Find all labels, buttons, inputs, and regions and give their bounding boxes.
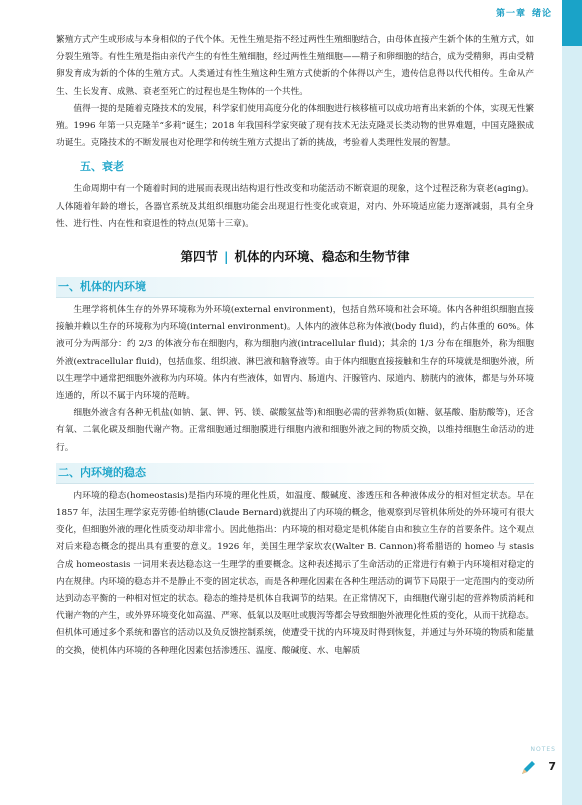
page-number: 7 (548, 760, 556, 773)
paragraph-cloning: 值得一提的是随着克隆技术的发展，科学家们使用高度分化的体细胞进行核移植可以成功培育出来新的个体，实现无性繁殖。1996 年第一只克隆羊“多莉”诞生；2018 年我国科学家突破了现有技术无法克隆灵长类动物的世界难题，中国克隆猴成功诞生。克隆技术的不断发展也对伦理学和传统生殖方式提出了新的挑战，考验着人类理性发展的智慧。 (56, 103, 534, 149)
side-margin-bar-top (562, 0, 582, 46)
heading-aging: 五、衰老 (80, 160, 124, 174)
paragraph-aging: 生命周期中有一个随着时间的进展而表现出结构退行性改变和功能活动不断衰退的现象，这个过程泛称为衰老(aging)。人体随着年龄的增长，各器官系统及其组织细胞功能会出现退行性变化或衰退，对内、外环境适应能力逐渐减弱，具有全身性、进行性、内在性和衰退性的特点(见第十三章)。 (56, 184, 534, 229)
notes-label: NOTES (530, 746, 556, 753)
paragraph-extracellular-fluid: 细胞外液含有各种无机盐(如钠、氯、钾、钙、镁、碳酸氢盐等)和细胞必需的营养物质(如糖、氨基酸、脂肪酸等)，还含有氧、二氧化碳及细胞代谢产物。正常细胞通过细胞膜进行细胞内液和细胞外液之间的物质交换，以维持细胞生命活动的进行。 (56, 408, 534, 453)
pencil-icon (518, 758, 538, 778)
chapter-title: 绪论 (531, 9, 552, 19)
heading-homeostasis: 二、内环境的稳态 (56, 463, 534, 484)
section-name: 机体的内环境、稳态和生物节律 (234, 249, 410, 265)
paragraph-internal-environment: 生理学将机体生存的外界环境称为外环境(external environment)，包括自然环境和社会环境。体内各种组织细胞直接接触并赖以生存的环境称为内环境(internal environment)。人体内的液体总称为体液(body fluid)，约占体重的 60%。体液可分为两部分：约 2/3 的体液分布在细胞内，称为细胞内液(intracellular fluid)；其余的 1/3 分布在细胞外，称为细胞外液(extracellular fluid)，包括血浆、组织液、淋巴液和脑脊液等。由于体内细胞直接接触和生存的环境就是细胞外液，所以生理学中通常把细胞外液称为内环境。体内有些液体，如胃内、肠道内、汗腺管内、尿道内、膀胱内的液体，都是与外环境连通的，所以不属于内环境的范畴。 (56, 305, 534, 402)
heading-internal-environment: 一、机体的内环境 (56, 277, 534, 298)
page-content (56, 32, 534, 660)
side-margin-bar (562, 0, 582, 805)
section-number: 第四节 (180, 249, 218, 265)
paragraph-homeostasis: 内环境的稳态(homeostasis)是指内环境的理化性质，如温度、酸碱度、渗透压和各种液体成分的相对恒定状态。早在 1857 年，法国生理学家克劳德·伯纳德(Claude Bernard)就提出了内环境的概念，他观察到尽管机体所处的外环境可有很大变化，但细胞外液的理化性质变动却非常小。因此他指出：内环境的相对稳定是机体能自由和独立生存的首要条件。这个观点对后来稳态概念的提出具有重要的意义。1926 年，美国生理学家坎农(Walter B. Cannon)将希腊语的 homeo 与 stasis 合成 homeostasis 一词用来表达稳态这一生理学的重要概念。这种表述揭示了生命活动的正常进行有赖于内环境相对稳定的内在规律。内环境的稳态并不是静止不变的固定状态，而是各种理化因素在各种生理活动的调节下局限于一定范围内的变动所达到动态平衡的一种相对恒定的状态。稳态的维持是机体自我调节的结果。在正常情况下，由细胞代谢引起的营养物质消耗和代谢产物的产生，或外界环境变化如高温、严寒、低氧以及呕吐或腹泻等都会导致细胞外液理化性质的变化，从而干扰稳态。但机体可通过多个系统和器官的活动以及负反馈控制系统，使遭受干扰的内环境及时得到恢复，并通过与外环境的物质和能量的交换，使机体内环境的各种理化因素包括渗透压、温度、酸碱度、水、电解质 (56, 490, 534, 656)
section-title (56, 247, 534, 265)
chapter-number: 第一章 (495, 9, 526, 19)
section-divider: | (223, 249, 229, 265)
chapter-header (496, 6, 552, 19)
paragraph-reproduction: 繁殖方式产生或形成与本身相似的子代个体。无性生殖是指不经过两性生殖细胞结合，由母体直接产生新个体的生殖方式，如分裂生殖等。有性生殖是指由亲代产生的有性生殖细胞，经过两性生殖细胞——精子和卵细胞的结合，成为受精卵，再由受精卵发育成为新的个体的生殖方式。人类通过有性生殖这种生殖方式使新的个体得以产生，遗传信息得以代代相传。生命从产生、生长发育、成熟、衰老至死亡的过程也是生物体的一个共性。 (56, 35, 534, 97)
